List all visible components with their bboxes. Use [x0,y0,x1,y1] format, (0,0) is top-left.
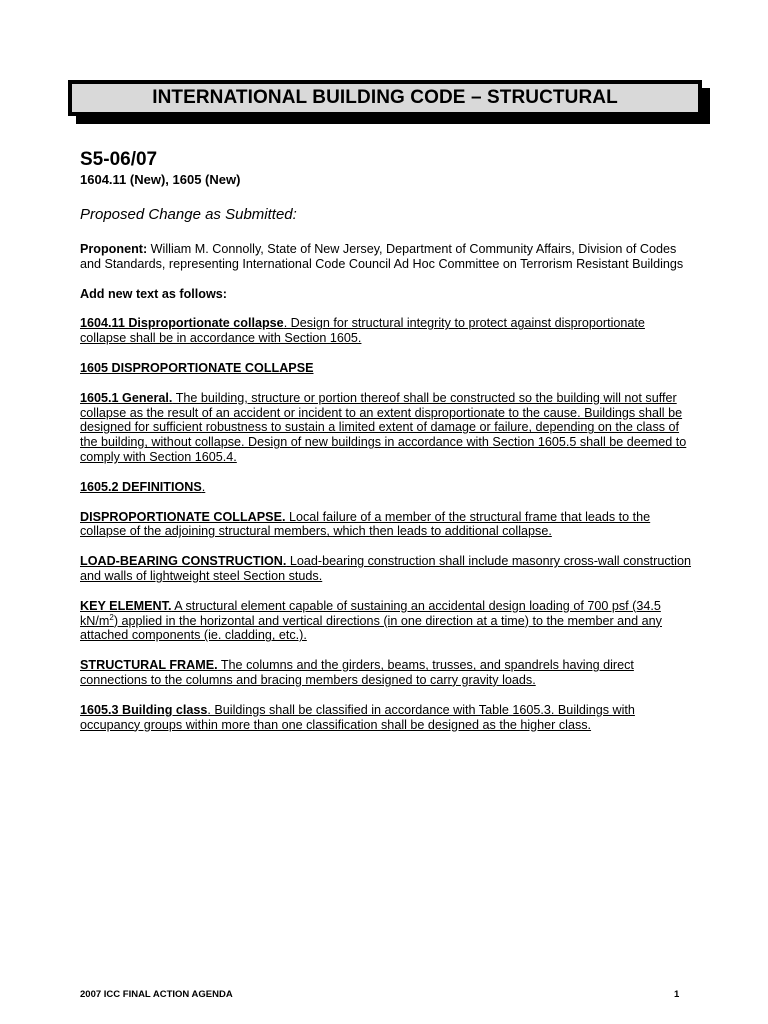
section-1604-11-heading: 1604.11 Disproportionate collapse [80,316,284,331]
section-1605-1-line5: comply with Section 1605.4. [80,449,237,464]
section-1604-11 [80,316,692,346]
section-1604-11-line2: collapse shall be in accordance with Section 1605. [80,331,362,346]
proponent-label: Proponent: [80,242,148,256]
def-collapse-line1: Local failure of a member of the structural frame that leads to the [285,509,651,524]
header-banner-inner [71,83,699,113]
section-1605-3-line2: occupancy groups within more than one classification shall be designed as the higher class. [80,717,592,732]
section-1605-2 [80,480,692,495]
section-1605-heading: 1605 DISPROPORTIONATE COLLAPSE [80,360,314,375]
def-collapse-line2: collapse of the adjoining structural members, which then leads to additional collapse. [80,524,552,539]
def-frame-line1: The columns and the girders, beams, trusses, and spandrels having direct [217,658,634,673]
def-key-unit: kN/m [80,613,110,628]
definition-key-element [80,599,692,643]
definition-structural-frame [80,658,692,688]
term-key-element: KEY ELEMENT. [80,598,172,613]
instruction-paragraph [80,287,692,302]
section-1605-heading-paragraph [80,361,692,376]
header-banner [68,80,702,116]
section-1604-11-line1: . Design for structural integrity to protect against disproportionate [283,316,645,331]
section-1605-1-line1: The building, structure or portion thereof shall be constructed so the building will not suffer [172,390,677,405]
proponent-line1: William M. Connolly, State of New Jersey, Department of Community Affairs, Division of Codes [147,242,677,256]
def-key-line3: attached components (ie. cladding, etc.). [80,628,307,643]
section-1605-1 [80,391,692,465]
banner-title: INTERNATIONAL BUILDING CODE – STRUCTURAL [152,87,618,108]
def-key-line2: ) applied in the horizontal and vertical directions (in one direction at a time) to the member and any [113,613,662,628]
section-1605-1-line2: collapse as the result of an accident or incident to an extent disproportionate to the cause. Buildings shall be [80,405,683,420]
document-id: S5-06/07 [80,149,158,170]
footer-agenda-title: 2007 ICC FINAL ACTION AGENDA [80,989,233,1000]
section-1605-1-heading: 1605.1 General. [80,390,173,405]
def-key-superscript: 2 [109,612,114,622]
def-loadbearing-line2: and walls of lightweight steel Section studs. [80,568,323,583]
term-disproportionate-collapse: DISPROPORTIONATE COLLAPSE. [80,509,286,524]
proposed-change-label: Proposed Change as Submitted: [80,206,297,223]
proponent-line2: and Standards, representing International Code Council Ad Hoc Committee on Terrorism Resistant Buildings [80,256,684,271]
document-content [80,148,692,747]
section-1605-2-tail: . [201,479,206,494]
term-structural-frame: STRUCTURAL FRAME. [80,658,218,673]
term-load-bearing-construction: LOAD-BEARING CONSTRUCTION. [80,554,287,569]
def-loadbearing-line1: Load-bearing construction shall include masonry cross-wall construction [286,554,691,569]
page-number: 1 [674,989,680,1000]
section-1605-1-line3: designed for sufficient robustness to sustain a limited extent of damage or failure, depending on the class of [80,420,680,435]
definition-disproportionate-collapse [80,510,692,540]
def-frame-line2: connections to the columns and bracing members designed to carry gravity loads. [80,672,536,687]
section-1605-1-line4: the building, without collapse. Design of new buildings in accordance with Section 1605.5 shall be deemed to [80,435,687,450]
section-1605-3-heading: 1605.3 Building class [80,702,208,717]
definition-load-bearing-construction [80,554,692,584]
def-key-line1: A structural element capable of sustaining an accidental design loading of 700 psf (34.5 [171,598,661,613]
proponent-paragraph [80,242,692,272]
section-references: 1604.11 (New), 1605 (New) [80,172,241,187]
add-text-instruction: Add new text as follows: [80,286,227,301]
section-1605-3 [80,703,692,733]
section-1605-2-heading: 1605.2 DEFINITIONS [80,479,202,494]
section-1605-3-line1: . Buildings shall be classified in accordance with Table 1605.3. Buildings with [207,702,635,717]
